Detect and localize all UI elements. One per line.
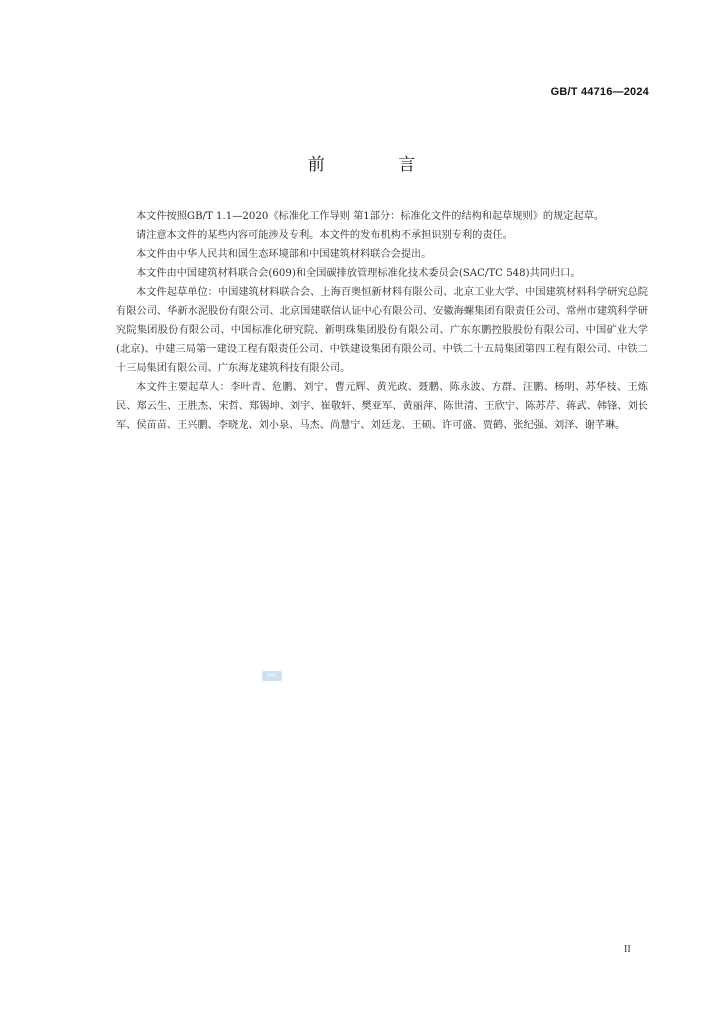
paragraph-drafting-rules: 本文件按照GB/T 1.1—2020《标准化工作导则 第1部分：标准化文件的结构和起草规则》的规定起草。 xyxy=(136,211,605,222)
page-number: II xyxy=(624,944,631,955)
sac-watermark-logo: SAC xyxy=(262,671,282,681)
paragraph-centralized-by: 本文件由中国建筑材料联合会(609)和全国碳排放管理标准化技术委员会(SAC/TC 548)共同归口。 xyxy=(136,268,581,279)
paragraph-proposer: 本文件由中华人民共和国生态环境部和中国建筑材料联合会提出。 xyxy=(136,249,432,260)
paragraph-drafting-units: 本文件起草单位：中国建筑材料联合会、上海百奥恒新材料有限公司、北京工业大学、中国建筑材料科学研究总院有限公司、华新水泥股份有限公司、北京国建联信认证中心有限公司、安徽海螺集团有限责任公司、常州市建筑科学研究院集团股份有限公司、中国标准化研究院、新明珠集团股份有限公司、广东东鹏控股股份有限公司、中国矿业大学(北京)、中建三局第一建设工程有限责任公司、中铁建设集团有限公司、中铁二十五局集团第四工程有限公司、中铁二十三局集团有限公司、广东海龙建筑科技有限公司。 xyxy=(116,287,648,374)
foreword-body xyxy=(116,207,648,435)
paragraph-patent-notice: 请注意本文件的某些内容可能涉及专利。本文件的发布机构不承担识别专利的责任。 xyxy=(136,230,513,241)
paragraph-drafters: 本文件主要起草人：李叶青、危鹏、刘宁、曹元辉、黄光政、聂鹏、陈永波、方群、汪鹏、杨明、苏华枝、王炼民、郑云生、王胜杰、宋哲、郑锡坤、刘宇、崔敬轩、樊亚军、黄丽萍、陈世清、王欣宁、陈苏芹、蒋武、韩锋、刘长军、侯苗苗、王兴鹏、李晓龙、刘小泉、马杰、尚慧宁、刘廷龙、王硕、许可盛、贾鹤、张纪强、刘泽、谢芊琳。 xyxy=(116,382,648,431)
document-code: GB/T 44716—2024 xyxy=(550,86,649,98)
page-title: 前 言 xyxy=(307,155,450,175)
